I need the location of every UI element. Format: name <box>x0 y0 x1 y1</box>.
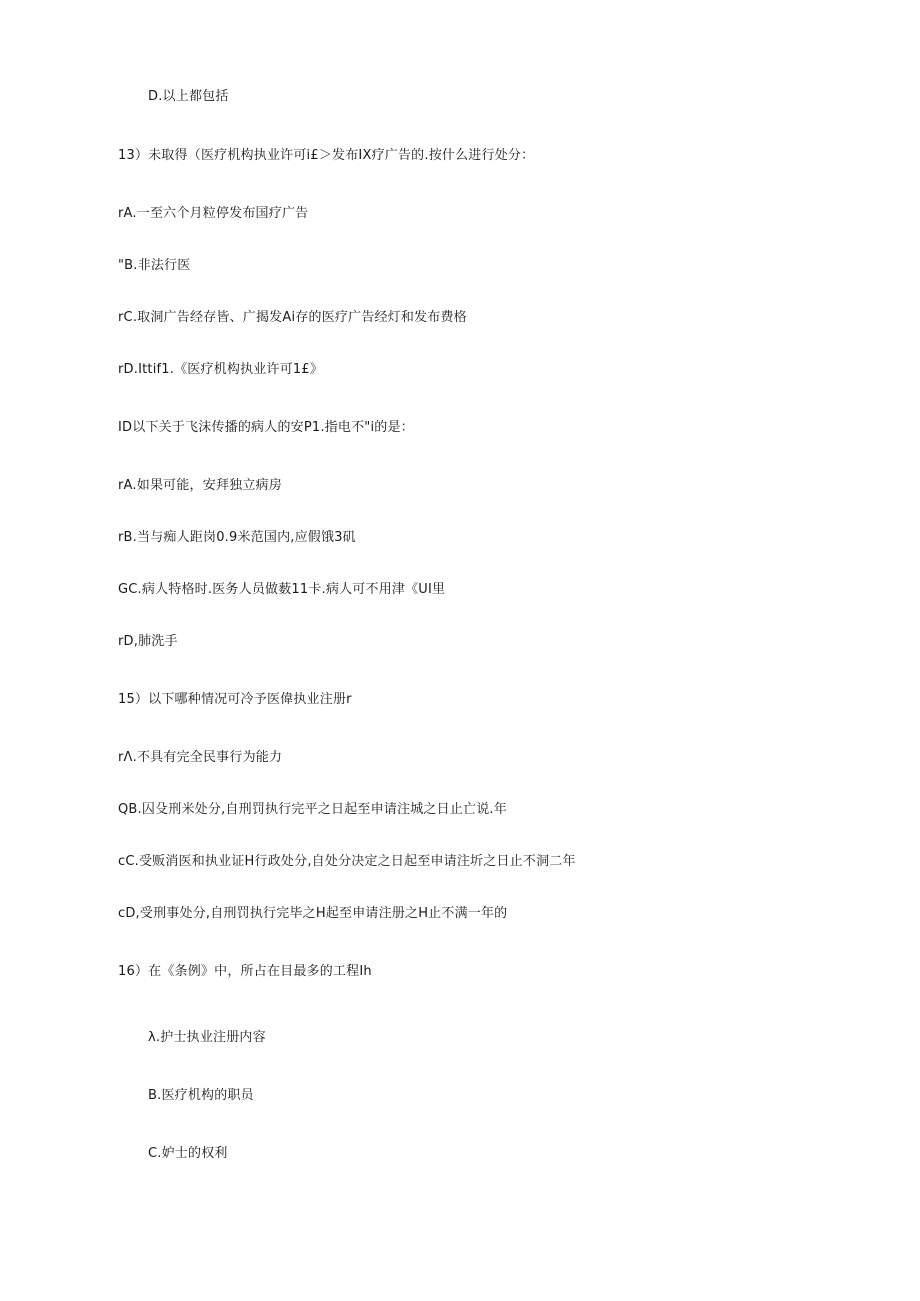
question-14-option-d: rD,肺洗手 <box>118 634 178 649</box>
question-13-option-c: rC.取洞广告经存皆、广揭发Ai存的医疗广告经灯和发布费格 <box>118 310 467 325</box>
question-14-option-b: rB.当与痴人距岗0.9米范国内,应假饿3矶 <box>118 530 356 545</box>
question-13-option-a: rA.一至六个月粒停发布国疗广告 <box>118 206 309 221</box>
question-14: ID以下关于飞沫传播的病人的安P1.指电不"i的是： <box>118 420 414 435</box>
question-13-option-b: "B.非法行医 <box>118 258 191 273</box>
question-15-option-d: cD,受刑事处分,自刑罚执行完毕之H起至申请注册之H止不满一年的 <box>118 906 508 921</box>
question-15: 15）以下哪种情况可冷予医偉执业注册r <box>118 692 352 707</box>
question-16-option-a: λ.护士执业注册内容 <box>148 1030 266 1045</box>
question-14-option-c: GC.病人特格时.医务人员做薮11卡.病人可不用津《UI里 <box>118 582 446 597</box>
option-d-previous-question: D.以上都包括 <box>148 89 229 104</box>
question-16: 16）在《条例》中，所占在目最多的工程Ih <box>118 964 372 979</box>
question-13: 13）未取得（医疗机构执业许可i£＞发布IX疗广告的.按什么进行处分： <box>118 148 535 163</box>
question-15-option-a: rΛ.不具有完全民事行为能力 <box>118 750 283 765</box>
question-16-option-c: C.妒士的权利 <box>148 1146 228 1161</box>
question-16-option-b: B.医疗机构的职员 <box>148 1088 254 1103</box>
question-13-option-d: rD.Ittif1.《医疗机构执业许可1£》 <box>118 362 324 377</box>
question-15-option-b: QB.囚殳刑米处分,自刑罚执行完平之日起至申请注城之日止亡说.年 <box>118 802 507 817</box>
question-15-option-c: cC.受贩消医和执业证H行政处分,自处分决定之日起至申请注圻之日止不洞二年 <box>118 854 576 869</box>
question-14-option-a: rA.如果可能，安拜独立病房 <box>118 478 282 493</box>
